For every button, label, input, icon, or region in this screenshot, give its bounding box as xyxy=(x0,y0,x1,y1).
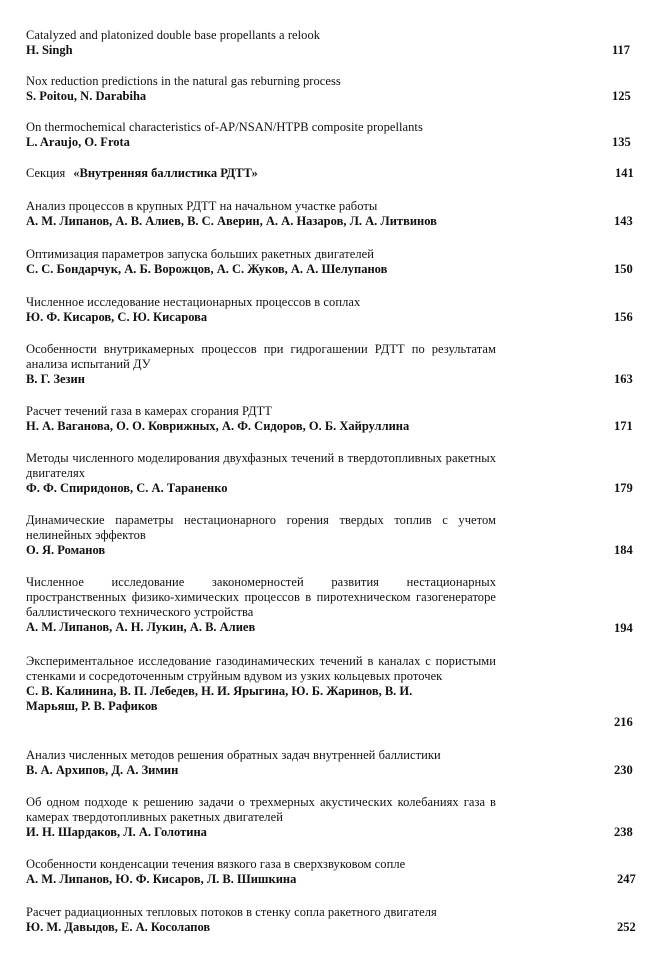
entry-authors: Ю. Ф. Кисаров, С. Ю. Кисарова xyxy=(26,310,208,324)
entry-authors: С. С. Бондарчук, А. Б. Ворожцов, А. С. Жуков, А. А. Шелупанов xyxy=(26,262,388,276)
entry-title: Оптимизация параметров запуска больших ракетных двигателей xyxy=(26,247,375,261)
toc-entry xyxy=(26,247,641,277)
toc-entry xyxy=(26,857,641,887)
toc-entry xyxy=(26,404,641,434)
toc-entry xyxy=(26,295,641,325)
entry-page: 184 xyxy=(614,543,633,557)
entry-authors: S. Poitou, N. Darabiha xyxy=(26,89,147,103)
entry-page: 247 xyxy=(617,872,636,886)
section-label: Секция xyxy=(26,166,66,180)
toc-entry xyxy=(26,654,641,714)
entry-authors: Ф. Ф. Спиридонов, С. А. Тараненко xyxy=(26,481,228,495)
toc-entry xyxy=(26,28,641,58)
entry-title: Расчет радиационных тепловых потоков в стенку сопла ракетного двигателя xyxy=(26,905,437,919)
entry-authors: С. В. Калинина, В. П. Лебедев, Н. И. Ярыгина, Ю. Б. Жаринов, В. И. Марьяш, Р. В. Рафиков xyxy=(26,684,413,713)
entry-title: On thermochemical characteristics of-AP/NSAN/HTPB composite propellants xyxy=(26,120,423,134)
entry-authors: И. Н. Шардаков, Л. А. Голотина xyxy=(26,825,207,839)
entry-page: 143 xyxy=(614,214,633,228)
toc-entry xyxy=(26,513,641,558)
entry-page: 216 xyxy=(614,715,633,729)
entry-title: Динамические параметры нестационарного горения твердых топлив с учетом нелинейных эффектов xyxy=(26,513,496,542)
entry-page: 125 xyxy=(612,89,631,103)
toc-entry xyxy=(26,795,641,840)
entry-page: 150 xyxy=(614,262,633,276)
entry-page: 156 xyxy=(614,310,633,324)
entry-authors: А. М. Липанов, А. В. Алиев, В. С. Аверин, А. А. Назаров, Л. А. Литвинов xyxy=(26,214,437,228)
entry-authors: Н. А. Ваганова, О. О. Коврижных, А. Ф. Сидоров, О. Б. Хайруллина xyxy=(26,419,410,433)
entry-title: Nox reduction predictions in the natural gas reburning process xyxy=(26,74,341,88)
toc-entry xyxy=(26,575,641,635)
toc-entry xyxy=(26,342,641,387)
entry-authors: В. А. Архипов, Д. А. Зимин xyxy=(26,763,179,777)
section-name: «Внутренняя баллистика РДТТ» xyxy=(73,166,258,180)
entry-title: Расчет течений газа в камерах сгорания РДТТ xyxy=(26,404,272,418)
entry-title: Численное исследование закономерностей развития нестационарных пространственных физико-химических процессов в пиротехническом газогенераторе баллистического технического устройства xyxy=(26,575,496,619)
entry-title: Экспериментальное исследование газодинамических течений в каналах с пористыми стенками и сосредоточенным струйным вдувом из узких кольцевых проточек xyxy=(26,654,496,683)
toc-entry xyxy=(26,451,641,496)
entry-title: Анализ численных методов решения обратных задач внутренней баллистики xyxy=(26,748,441,762)
entry-authors: О. Я. Романов xyxy=(26,543,106,557)
entry-title: Об одном подходе к решению задачи о трехмерных акустических колебаниях газа в камерах твердотопливных ракетных двигателей xyxy=(26,795,496,824)
entry-page: 252 xyxy=(617,920,636,934)
toc-entry xyxy=(26,199,641,229)
entry-authors: В. Г. Зезин xyxy=(26,372,85,386)
section-heading xyxy=(26,166,258,181)
entry-page: 163 xyxy=(614,372,633,386)
entry-title: Catalyzed and platonized double base propellants a relook xyxy=(26,28,321,42)
entry-page: 135 xyxy=(612,135,631,149)
entry-page: 238 xyxy=(614,825,633,839)
entry-title: Особенности внутрикамерных процессов при гидрогашении РДТТ по результатам анализа испытаний ДУ xyxy=(26,342,496,371)
entry-title: Численное исследование нестационарных процессов в соплах xyxy=(26,295,361,309)
entry-page: 117 xyxy=(612,43,631,57)
section-page: 141 xyxy=(615,166,634,180)
entry-authors: H. Singh xyxy=(26,43,73,57)
entry-authors: L. Araujo, O. Frota xyxy=(26,135,130,149)
entry-page: 179 xyxy=(614,481,633,495)
entry-title: Особенности конденсации течения вязкого газа в сверхзвуковом сопле xyxy=(26,857,406,871)
toc-entry xyxy=(26,748,641,778)
entry-authors: А. М. Липанов, Ю. Ф. Кисаров, Л. В. Шишкина xyxy=(26,872,297,886)
entry-title: Методы численного моделирования двухфазных течений в твердотопливных ракетных двигателях xyxy=(26,451,496,480)
toc-entry xyxy=(26,120,641,150)
entry-authors: А. М. Липанов, А. Н. Лукин, А. В. Алиев xyxy=(26,620,256,634)
entry-page: 171 xyxy=(614,419,633,433)
entry-title: Анализ процессов в крупных РДТТ на начальном участке работы xyxy=(26,199,378,213)
entry-authors: Ю. М. Давыдов, Е. А. Косолапов xyxy=(26,920,211,934)
toc-entry xyxy=(26,74,641,104)
entry-page: 230 xyxy=(614,763,633,777)
toc-entry xyxy=(26,905,641,935)
entry-page: 194 xyxy=(614,621,633,635)
